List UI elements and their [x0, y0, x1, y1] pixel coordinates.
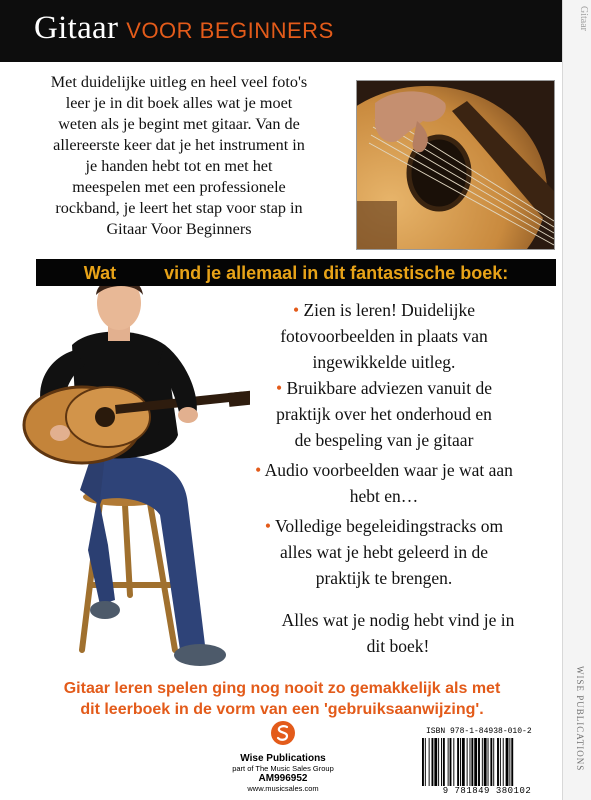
slogan-line: dit leerboek in de vorm van een 'gebruiksaanwijzing'. [80, 701, 484, 718]
title-sub: VOOR BEGINNERS [126, 18, 334, 43]
publisher-name: Wise Publications [240, 753, 326, 764]
catalog-code: AM996952 [258, 773, 308, 784]
barcode-number: 9 781849 380102 [418, 786, 556, 796]
guitarist-illustration [0, 265, 250, 675]
bullet-line: Bruikbare adviezen vanuit de [286, 378, 493, 398]
barcode-bar [457, 738, 459, 790]
intro-line: meespelen met een professionele [72, 178, 286, 196]
barcode-bar [438, 738, 439, 790]
bullet-item [244, 375, 524, 453]
spine-publisher: WISE PUBLICATIONS [575, 666, 585, 772]
barcode-bar [448, 738, 449, 790]
headline-banner [36, 259, 556, 286]
barcode-bar [500, 738, 501, 790]
barcode-bar [474, 738, 477, 790]
bullet-line: fotovoorbeelden in plaats van [280, 326, 488, 346]
header-band [0, 0, 563, 62]
barcode-bar [511, 738, 513, 790]
book-title [34, 10, 334, 47]
barcode-bar [506, 738, 509, 790]
closing-text [268, 607, 528, 659]
barcode-bar [450, 738, 452, 790]
intro-line: je handen hebt tot en met het [85, 157, 273, 175]
banner-text [36, 263, 556, 284]
barcode-bar [432, 738, 434, 790]
barcode-bar [467, 738, 468, 790]
closing-line: dit boek! [366, 636, 430, 656]
bullet-marker: • [292, 300, 300, 320]
barcode-bar [509, 738, 510, 790]
barcode-bar [470, 738, 471, 790]
barcode [420, 738, 552, 790]
banner-text-left: Wat [83, 263, 117, 283]
barcode-bar [434, 738, 437, 790]
bullet-line: hebt en… [349, 486, 419, 506]
bullet-line: alles wat je hebt geleerd in de [280, 542, 488, 562]
barcode-bar [453, 738, 454, 790]
bullet-line: de bespeling van je gitaar [294, 430, 474, 450]
bullet-line: praktijk te brengen. [315, 568, 453, 588]
bullet-line: Audio voorbeelden waar je wat aan [264, 460, 513, 480]
publisher-block [208, 720, 358, 793]
title-main: Gitaar [34, 10, 119, 46]
bullet-line: ingewikkelde uitleg. [312, 352, 456, 372]
spine-strip [562, 0, 591, 800]
intro-line: leer je in dit boek alles wat je moet [65, 94, 293, 112]
slogan [8, 678, 556, 720]
bullet-line: Volledige begeleidingstracks om [275, 516, 504, 536]
intro-line: allereerste keer dat je het instrument in [53, 136, 305, 154]
barcode-bar [441, 738, 442, 790]
barcode-bar [471, 738, 473, 790]
intro-text [10, 72, 348, 240]
barcode-bar [482, 738, 483, 790]
isbn-label: ISBN 978-1-84938-010-2 [426, 727, 532, 736]
closing-line: Alles wat je nodig hebt vind je in [281, 610, 515, 630]
barcode-bar [503, 738, 504, 790]
barcode-bar [462, 738, 465, 790]
barcode-bar [490, 738, 492, 790]
slogan-line: Gitaar leren spelen ging nog nooit zo gemakkelijk als met [63, 680, 501, 697]
publisher-url: www.musicsales.com [247, 784, 319, 793]
barcode-bar [488, 738, 489, 790]
intro-line: Met duidelijke uitleg en heel veel foto's [50, 73, 308, 91]
intro-line: Gitaar Voor Beginners [106, 220, 252, 238]
bullet-item [244, 513, 524, 591]
barcode-bar [422, 738, 424, 790]
publisher-group: part of The Music Sales Group [232, 764, 334, 773]
bullet-line: Zien is leren! Duidelijke [303, 300, 476, 320]
spine-title: Gitaar [578, 6, 589, 31]
bullet-line: praktijk over het onderhoud en [276, 404, 492, 424]
barcode-bar [478, 738, 480, 790]
barcode-bar [484, 738, 487, 790]
barcode-bar [497, 738, 499, 790]
barcode-bar [460, 738, 461, 790]
barcode-bar [443, 738, 445, 790]
guitar-closeup-photo [356, 80, 555, 250]
intro-line: rockband, je leert het stap voor stap in [55, 199, 303, 217]
barcode-bar [425, 738, 426, 790]
bullet-marker: • [255, 460, 262, 480]
barcode-bar [429, 738, 430, 790]
intro-line: weten als je begint met gitaar. Van de [58, 115, 300, 133]
guitar-closeup-illustration [357, 81, 554, 249]
bullet-marker: • [275, 378, 283, 398]
bullet-marker: • [264, 516, 271, 536]
barcode-bar [493, 738, 494, 790]
music-sales-logo-icon [270, 720, 296, 746]
guitarist-photo [0, 265, 250, 675]
bullet-item [244, 297, 524, 375]
bullet-item [244, 457, 524, 509]
banner-text-right: vind je allemaal in dit fantastische boek: [164, 263, 509, 283]
